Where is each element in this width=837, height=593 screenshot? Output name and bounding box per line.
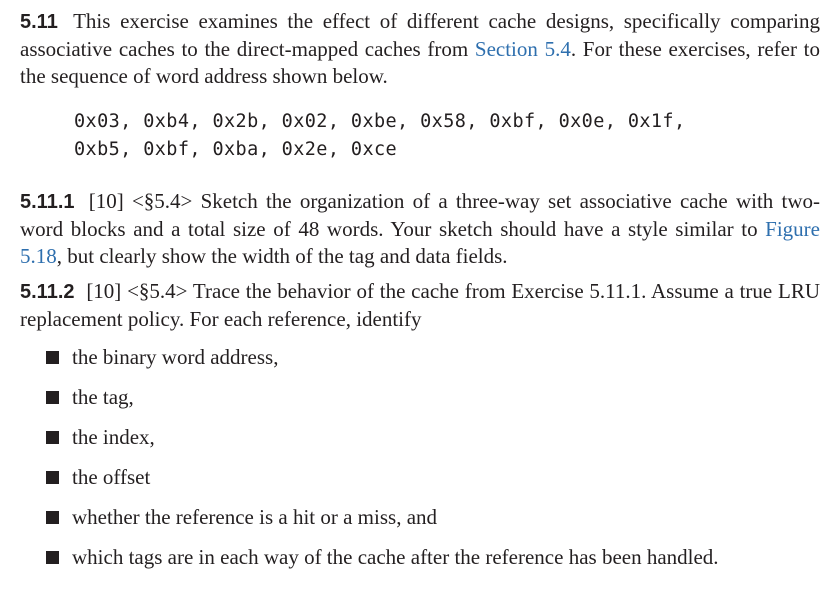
list-item-text: whether the reference is a hit or a miss, and (72, 504, 438, 529)
subexercise-1-text-b: , but clearly show the width of the tag and data fields. (56, 244, 508, 268)
exercise-text-a: This exercise examines the effect of different cache designs, specifically comparing associative caches to the direct-mapped caches from (20, 9, 820, 61)
subexercise-1 (20, 188, 820, 270)
subexercise-1-text-a: [10] <§5.4> Sketch the organization of a three-way set associative cache with two-word blocks and a total size of 48 words. Your sketch should have a style similar to (20, 189, 820, 241)
address-line-2: 0xb5, 0xbf, 0xba, 0x2e, 0xce (74, 139, 398, 160)
bullet-square-icon (46, 351, 59, 364)
identify-list (20, 337, 820, 577)
list-item-text: the offset (72, 464, 151, 489)
list-item-text: the tag, (72, 384, 134, 409)
exercise-number: 5.11 (20, 11, 58, 33)
address-sequence (74, 108, 820, 164)
subexercise-1-number: 5.11.1 (20, 191, 75, 213)
list-item (46, 377, 820, 417)
subexercise-2 (20, 278, 820, 333)
exercise-text-b: . For these exercises, refer to the sequence of word address shown below. (20, 37, 820, 88)
page (20, 8, 820, 577)
subexercise-2-number: 5.11.2 (20, 281, 75, 303)
list-item (46, 337, 820, 377)
bullet-square-icon (46, 431, 59, 444)
list-item-text: the index, (72, 424, 155, 449)
section-link[interactable]: Section 5.4 (474, 37, 571, 61)
subexercise-2-text: [10] <§5.4> Trace the behavior of the cache from Exercise 5.11.1. Assume a true LRU replacement policy. For each reference, identify (20, 279, 821, 331)
bullet-square-icon (46, 471, 59, 484)
list-item (46, 457, 820, 497)
bullet-square-icon (46, 511, 59, 524)
list-item-text: which tags are in each way of the cache after the reference has been handled. (72, 544, 719, 569)
figure-link[interactable]: Figure 5.18 (20, 217, 820, 268)
address-line-1: 0x03, 0xb4, 0x2b, 0x02, 0xbe, 0x58, 0xbf, 0x0e, 0x1f, (74, 111, 686, 132)
bullet-square-icon (46, 391, 59, 404)
list-item (46, 537, 820, 577)
exercise-intro (20, 8, 820, 90)
bullet-square-icon (46, 551, 59, 564)
list-item (46, 497, 820, 537)
list-item-text: the binary word address, (72, 344, 279, 369)
list-item (46, 417, 820, 457)
